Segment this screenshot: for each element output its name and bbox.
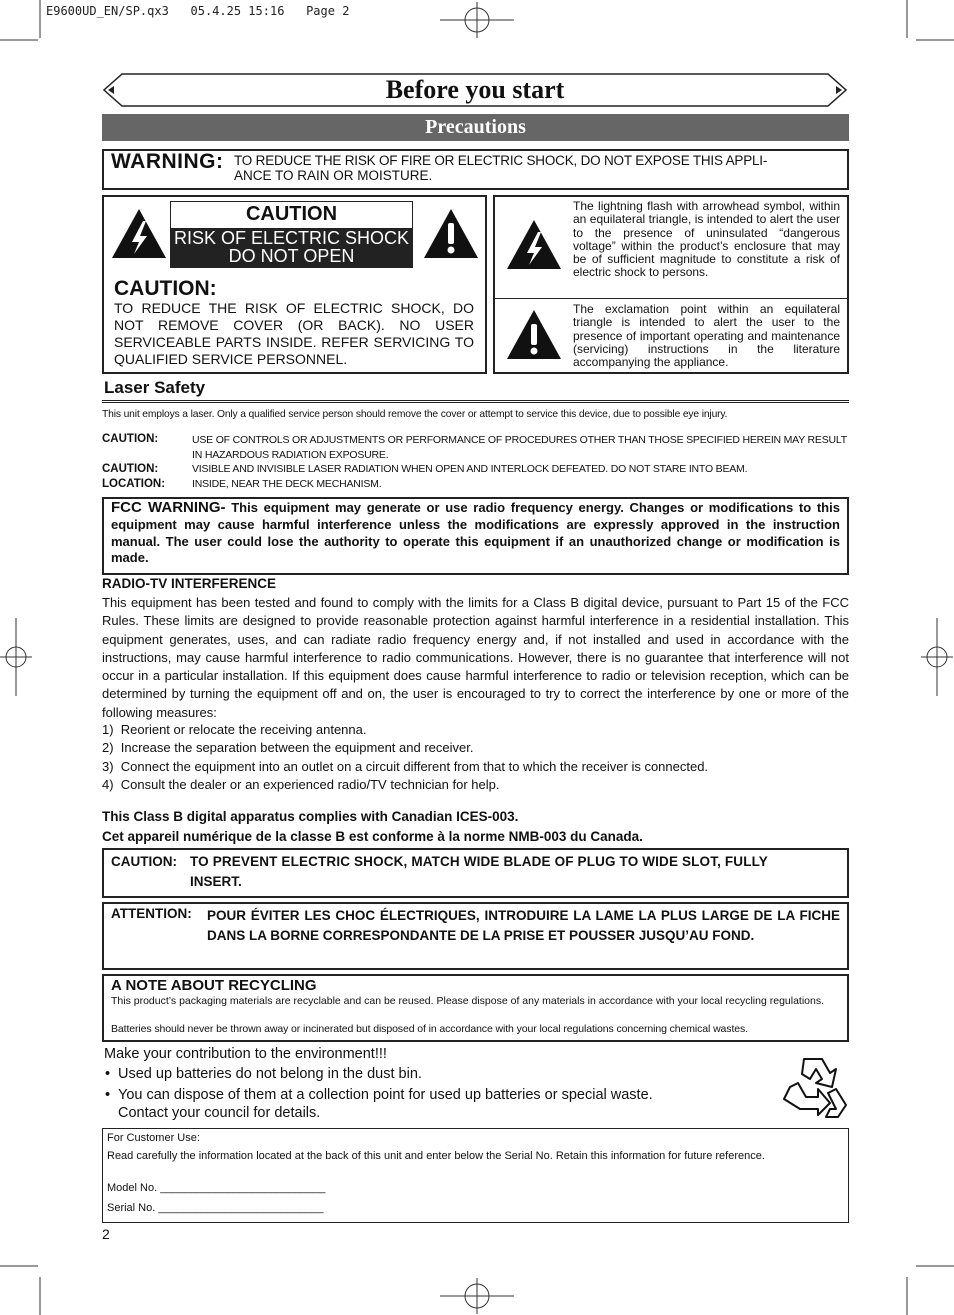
- radio-heading: RADIO-TV INTERFERENCE: [102, 576, 277, 591]
- environment-line: Make your contribution to the environment!!!: [104, 1046, 387, 1062]
- laser-row2-text: VISIBLE AND INVISIBLE LASER RADIATION WHEN OPEN AND INTERLOCK DEFEATED. DO NOT STARE INTO BEAM.: [192, 463, 748, 475]
- laser-intro: This unit employs a laser. Only a qualified service person should remove the cover or attempt to service this device, due to possible eye injury.: [102, 409, 728, 420]
- customer-heading: For Customer Use:: [107, 1132, 200, 1144]
- environment-bullet1-dot: •: [105, 1066, 111, 1082]
- fcc-text: [111, 500, 840, 567]
- exclamation-symbol-text: The exclamation point within an equilateral triangle is intended to alert the user to the presence of important operating and maintenance (servicing) instructions in the literature accompanying the appliance.: [573, 302, 840, 370]
- model-number-field[interactable]: Model No. ___________________________: [107, 1182, 326, 1194]
- page-number: 2: [102, 1226, 110, 1242]
- plug-caution-label: CAUTION:: [111, 854, 177, 869]
- symbols-divider: [495, 298, 847, 299]
- radio-item-1: 1) Reorient or relocate the receiving antenna.: [102, 722, 367, 737]
- radio-item-2: 2) Increase the separation between the equipment and receiver.: [102, 740, 474, 755]
- warning-label: WARNING:: [111, 150, 224, 173]
- exclamation-symbol-icon: [504, 307, 564, 361]
- plug-caution-line2: INSERT.: [190, 874, 242, 889]
- customer-text: Read carefully the information located at the back of this unit and enter below the Serial No. Retain this information for future reference.: [107, 1150, 765, 1162]
- caution-badge-line2: DO NOT OPEN: [228, 246, 355, 266]
- warning-text-line2: ANCE TO RAIN OR MOISTURE.: [234, 168, 433, 183]
- lightning-symbol-icon: [504, 217, 564, 271]
- radio-item-4: 4) Consult the dealer or an experienced radio/TV technician for help.: [102, 777, 500, 792]
- caution-badge-line1: RISK OF ELECTRIC SHOCK: [173, 228, 410, 248]
- caution-text: TO REDUCE THE RISK OF ELECTRIC SHOCK, DO NOT REMOVE COVER (OR BACK). NO USER SERVICEABLE PARTS INSIDE. REFER SERVICING TO QUALIFIED SERVICE PERSONNEL.: [114, 300, 474, 367]
- warning-text-line1: TO REDUCE THE RISK OF FIRE OR ELECTRIC SHOCK, DO NOT EXPOSE THIS APPLI-: [234, 153, 768, 168]
- laser-row1-text: USE OF CONTROLS OR ADJUSTMENTS OR PERFORMANCE OF PROCEDURES OTHER THAN THOSE SPECIFIED HEREIN MAY RESULT IN HAZARDOUS RADIATION EXPOSURE.: [192, 434, 847, 461]
- radio-body: This equipment has been tested and found to comply with the limits for a Class B digital device, pursuant to Part 15 of the FCC Rules. These limits are designed to provide reasonable protection against harmful interference in a residential installation. This equipment generates, uses, and can radiate radio frequency energy and, if not installed and used in accordance with the instructions, may cause harmful interference to radio communications. However, there is no guarantee that interference will not occur in a particular installation. If this equipment does cause harmful interference to radio or television reception, which can be determined by turning the equipment off and on, the user is encouraged to try to correct the interference by one or more of the following measures:: [102, 595, 849, 720]
- plug-attention-text: POUR ÉVITER LES CHOC ÉLECTRIQUES, INTRODUIRE LA LAME LA PLUS LARGE DE LA FICHE DANS LA BORNE CORRESPONDANTE DE LA PRISE ET POUSSER JUSQU’AU FOND.: [207, 908, 840, 943]
- laser-row1-label: CAUTION:: [102, 433, 159, 445]
- environment-bullet2b: Contact your council for details.: [118, 1105, 321, 1121]
- serial-number-field[interactable]: Serial No. ___________________________: [107, 1202, 324, 1214]
- print-header-meta: E9600UD_EN/SP.qx3 05.4.25 15:16 Page 2: [46, 4, 350, 18]
- canada-line2: Cet appareil numérique de la classe B est conforme à la norme NMB-003 du Canada.: [102, 829, 643, 844]
- environment-bullet2a: You can dispose of them at a collection point for used up batteries or special waste.: [118, 1087, 653, 1103]
- laser-heading: Laser Safety: [104, 378, 206, 397]
- lightning-warning-icon: [110, 206, 168, 260]
- laser-row2-label: CAUTION:: [102, 463, 159, 475]
- lightning-symbol-text: The lightning flash with arrowhead symbol, within an equilateral triangle, is intended to alert the user to the presence of uninsulated “dangerous voltage” within the product’s enclosure that may be of sufficient magnitude to constitute a risk of electric shock to persons.: [573, 199, 840, 280]
- environment-bullet2-dot: •: [105, 1087, 111, 1103]
- laser-heading-rule: [102, 400, 849, 403]
- laser-row3-label: LOCATION:: [102, 478, 166, 490]
- canada-line1: This Class B digital apparatus complies with Canadian ICES-003.: [102, 809, 519, 824]
- radio-item-3: 3) Connect the equipment into an outlet on a circuit different from that to which the receiver is connected.: [102, 759, 709, 774]
- recycling-heading: A NOTE ABOUT RECYCLING: [111, 977, 317, 994]
- caution-badge-title: CAUTION: [245, 203, 338, 225]
- laser-row3-text: INSIDE, NEAR THE DECK MECHANISM.: [192, 478, 382, 490]
- recycling-line2: Batteries should never be thrown away or incinerated but disposed of in accordance with your local regulations concerning chemical wastes.: [111, 1023, 748, 1035]
- exclamation-warning-icon: [422, 206, 480, 260]
- page-title: Before you start: [385, 75, 565, 104]
- caution-heading: CAUTION:: [114, 277, 217, 300]
- recycling-line1: This product’s packaging materials are recyclable and can be reused. Please dispose of any materials in accordance with your local recycling regulations.: [111, 995, 825, 1007]
- fcc-body: This equipment may generate or use radio frequency energy. Changes or modifications to this equipment may cause harmful interference unless the modifications are expressly approved in the instruction manual. The user could lose the authority to operate this equipment if an unauthorized change or modification is made.: [111, 500, 840, 566]
- environment-bullet1: Used up batteries do not belong in the dust bin.: [118, 1066, 422, 1082]
- section-title: Precautions: [425, 116, 526, 138]
- plug-caution-line1: TO PREVENT ELECTRIC SHOCK, MATCH WIDE BLADE OF PLUG TO WIDE SLOT, FULLY: [190, 854, 768, 869]
- recycle-icon: [778, 1053, 850, 1123]
- plug-attention-label: ATTENTION:: [111, 906, 192, 921]
- fcc-label: FCC WARNING-: [111, 499, 226, 516]
